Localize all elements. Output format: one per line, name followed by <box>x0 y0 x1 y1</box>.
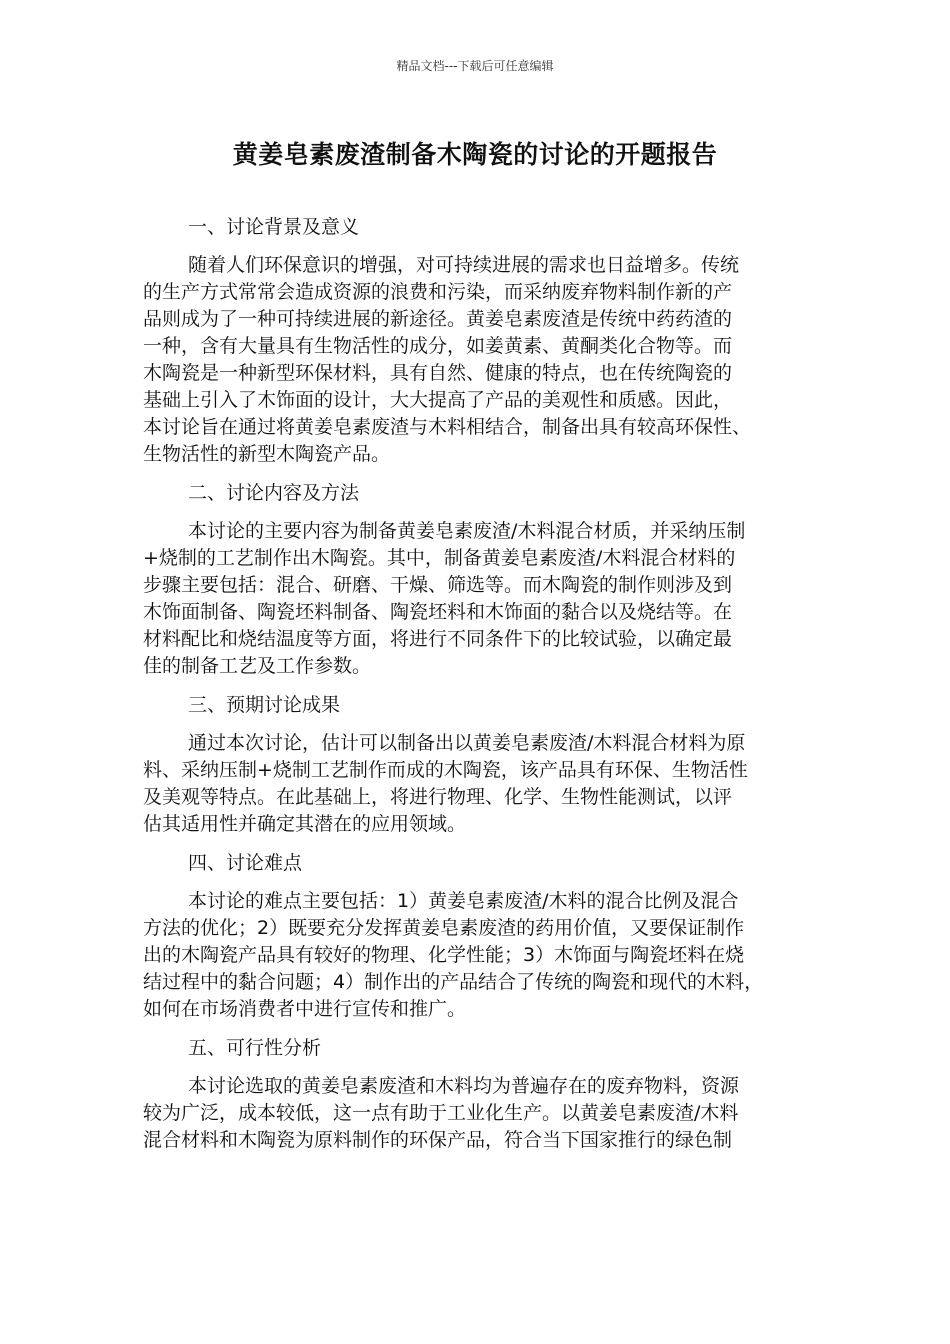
paragraph-line: 基础上引入了木饰面的设计，大大提高了产品的美观性和质感。因此， <box>143 389 733 411</box>
header-note: 精品文档---下载后可任意编辑 <box>396 59 554 73</box>
paragraph-line: 材料配比和烧结温度等方面，将进行不同条件下的比较试验，以确定最 <box>143 628 733 650</box>
paragraph-line: 方法的优化；2）既要充分发挥黄姜皂素废渣的药用价值，又要保证制作 <box>143 917 745 939</box>
paragraph-line: 木饰面制备、陶瓷坯料制备、陶瓷坯料和木饰面的黏合以及烧结等。在 <box>143 601 733 623</box>
paragraph-line: 及美观等特点。在此基础上，将进行物理、化学、生物性能测试，以评 <box>143 786 733 808</box>
paragraph-line: 估其适用性并确定其潜在的应用领域。 <box>143 813 467 835</box>
paragraph-line: 料、采纳压制+烧制工艺制作而成的木陶瓷，该产品具有环保、生物活性 <box>143 759 748 781</box>
section-paragraph-background <box>143 252 811 468</box>
paragraph-line: 的生产方式常常会造成资源的浪费和污染，而采纳废弃物料制作新的产 <box>143 281 733 303</box>
paragraph-line: 通过本次讨论，估计可以制备出以黄姜皂素废渣/木料混合材料为原 <box>188 732 746 754</box>
section-heading-methods: 二、讨论内容及方法 <box>188 482 360 504</box>
paragraph-line: 本讨论选取的黄姜皂素废渣和木料均为普遍存在的废弃物料，资源 <box>188 1075 740 1097</box>
paragraph-line: +烧制的工艺制作出木陶瓷。其中，制备黄姜皂素废渣/木料混合材料的 <box>143 547 736 569</box>
paragraph-line: 本讨论旨在通过将黄姜皂素废渣与木料相结合，制备出具有较高环保性、 <box>143 416 752 438</box>
document-title: 黄姜皂素废渣制备木陶瓷的讨论的开题报告 <box>232 140 718 169</box>
paragraph-line: 本讨论的难点主要包括：1）黄姜皂素废渣/木料的混合比例及混合 <box>188 890 739 912</box>
paragraph-line: 一种，含有大量具有生物活性的成分，如姜黄素、黄酮类化合物等。而 <box>143 335 733 357</box>
document-body <box>143 212 811 1164</box>
section-paragraph-methods <box>143 518 811 680</box>
paragraph-line: 本讨论的主要内容为制备黄姜皂素废渣/木料混合材质，并采纳压制 <box>188 520 746 542</box>
paragraph-line: 如何在市场消费者中进行宣传和推广。 <box>143 998 467 1020</box>
section-heading-expected-results: 三、预期讨论成果 <box>188 694 341 716</box>
paragraph-line: 较为广泛，成本较低，这一点有助于工业化生产。以黄姜皂素废渣/木料 <box>143 1102 739 1124</box>
paragraph-line: 出的木陶瓷产品具有较好的物理、化学性能；3）木饰面与陶瓷坯料在烧 <box>143 944 745 966</box>
paragraph-line: 生物活性的新型木陶瓷产品。 <box>143 443 391 465</box>
section-heading-feasibility: 五、可行性分析 <box>188 1037 322 1059</box>
section-heading-background: 一、讨论背景及意义 <box>188 216 360 238</box>
paragraph-line: 木陶瓷是一种新型环保材料，具有自然、健康的特点，也在传统陶瓷的 <box>143 362 733 384</box>
paragraph-line: 品则成为了一种可持续进展的新途径。黄姜皂素废渣是传统中药药渣的 <box>143 308 733 330</box>
paragraph-line: 步骤主要包括：混合、研磨、干燥、筛选等。而木陶瓷的制作则涉及到 <box>143 574 733 596</box>
paragraph-line: 佳的制备工艺及工作参数。 <box>143 655 372 677</box>
section-paragraph-difficulties <box>143 888 811 1023</box>
paragraph-line: 混合材料和木陶瓷为原料制作的环保产品，符合当下国家推行的绿色制 <box>143 1129 733 1151</box>
section-paragraph-expected-results <box>143 730 811 838</box>
paragraph-line: 随着人们环保意识的增强，对可持续进展的需求也日益增多。传统 <box>188 254 740 276</box>
paragraph-line: 结过程中的黏合问题；4）制作出的产品结合了传统的陶瓷和现代的木料， <box>143 971 764 993</box>
section-heading-difficulties: 四、讨论难点 <box>188 852 303 874</box>
section-paragraph-feasibility <box>143 1073 811 1154</box>
